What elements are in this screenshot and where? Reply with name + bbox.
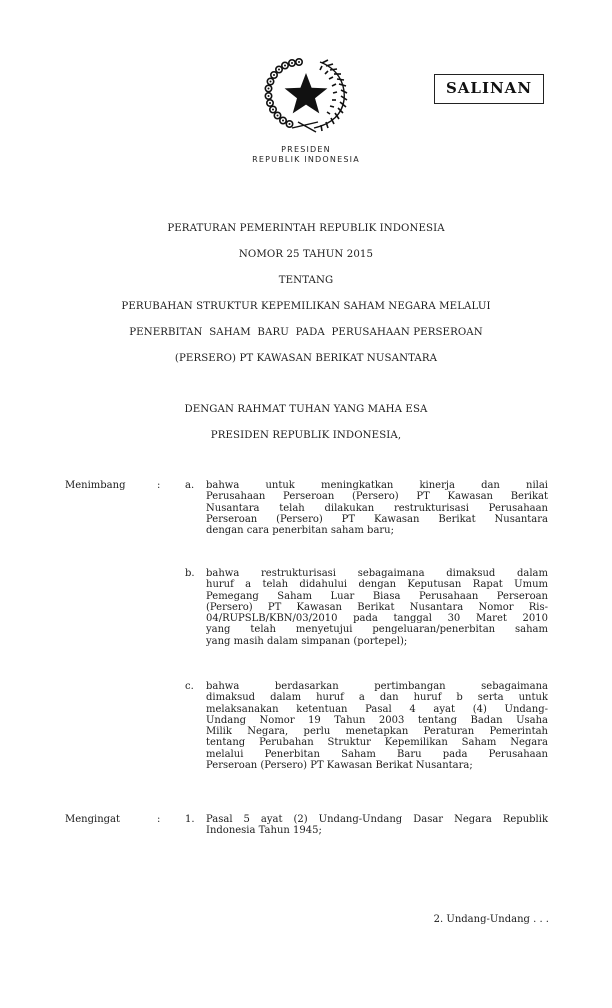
item-line: Milik Negara, perlu menetapkan Peraturan Pemerintah — [206, 726, 548, 738]
item-line: Perusahaan Perseroan (Persero) PT Kawasan Berikat — [206, 491, 548, 503]
preamble-line: PRESIDEN REPUBLIK INDONESIA, — [210, 430, 402, 441]
page-continuation: 2. Undang-Undang . . . — [433, 914, 549, 925]
considering-item-b — [206, 568, 548, 647]
title-line: PERUBAHAN STRUKTUR KEPEMILIKAN SAHAM NEGARA MELALUI — [121, 301, 491, 312]
item-line: Perseroan (Persero) PT Kawasan Berikat Nusantara — [206, 513, 548, 525]
legal-basis-item-1 — [206, 814, 548, 837]
item-line: bahwa restrukturisasi sebagaimana dimaksud dalam — [206, 568, 548, 579]
item-marker: c. — [185, 681, 194, 692]
item-line: 04/RUPSLB/KBN/03/2010 pada tanggal 30 Maret 2010 — [206, 613, 548, 625]
item-line: dimaksud dalam huruf a dan huruf b serta untuk — [206, 692, 548, 704]
title-line: (PERSERO) PT KAWASAN BERIKAT NUSANTARA — [174, 353, 438, 364]
title-line: NOMOR 25 TAHUN 2015 — [238, 249, 374, 260]
item-line: yang telah menyetujui pengeluaran/penerbitan saham — [206, 624, 548, 636]
item-line: yang masih dalam simpanan (portepel); — [206, 635, 408, 647]
item-line: bahwa untuk meningkatkan kinerja dan nilai — [206, 480, 548, 491]
item-line: Perseroan (Persero) PT Kawasan Berikat Nusantara; — [206, 760, 473, 772]
institution-line-republik: REPUBLIK INDONESIA — [252, 155, 360, 164]
garuda-star-wreath-emblem-icon — [262, 56, 350, 134]
section-colon: : — [157, 480, 161, 491]
considering-item-a — [206, 480, 548, 536]
title-line: TENTANG — [278, 275, 334, 286]
item-line: melaksanakan ketentuan Pasal 4 ayat (4) Undang- — [206, 703, 548, 715]
title-line: PERATURAN PEMERINTAH REPUBLIK INDONESIA — [167, 223, 445, 234]
considering-item-c — [206, 681, 548, 771]
item-line: Nusantara telah dilakukan restrukturisasi Perusahaan — [206, 502, 548, 514]
item-line: Pemegang Saham Luar Biasa Perusahaan Perseroan — [206, 590, 548, 602]
item-marker: a. — [185, 480, 195, 491]
section-label: Menimbang — [65, 480, 126, 491]
item-line: Undang Nomor 19 Tahun 2003 tentang Badan Usaha — [206, 714, 548, 726]
title-line: PENERBITAN SAHAM BARU PADA PERUSAHAAN PERSEROAN — [129, 327, 483, 338]
item-line: huruf a telah didahului dengan Keputusan Rapat Umum — [206, 579, 548, 591]
item-line: Indonesia Tahun 1945; — [206, 825, 322, 837]
item-line: Pasal 5 ayat (2) Undang-Undang Dasar Negara Republik — [206, 814, 548, 825]
institution-line-presiden: PRESIDEN — [281, 145, 331, 154]
item-marker: b. — [185, 568, 195, 579]
item-line: bahwa berdasarkan pertimbangan sebagaimana — [206, 681, 548, 692]
item-marker: 1. — [185, 814, 195, 825]
item-line: (Persero) PT Kawasan Berikat Nusantara Nomor Ris- — [206, 601, 548, 613]
section-colon: : — [157, 814, 161, 825]
item-line: melalui Penerbitan Saham Baru pada Perusahaan — [206, 748, 548, 760]
preamble-line: DENGAN RAHMAT TUHAN YANG MAHA ESA — [184, 404, 428, 415]
salinan-stamp: SALINAN — [434, 74, 544, 104]
section-label: Mengingat — [65, 814, 121, 825]
item-line: dengan cara penerbitan saham baru; — [206, 525, 394, 537]
item-line: tentang Perubahan Struktur Kepemilikan Saham Negara — [206, 737, 548, 749]
